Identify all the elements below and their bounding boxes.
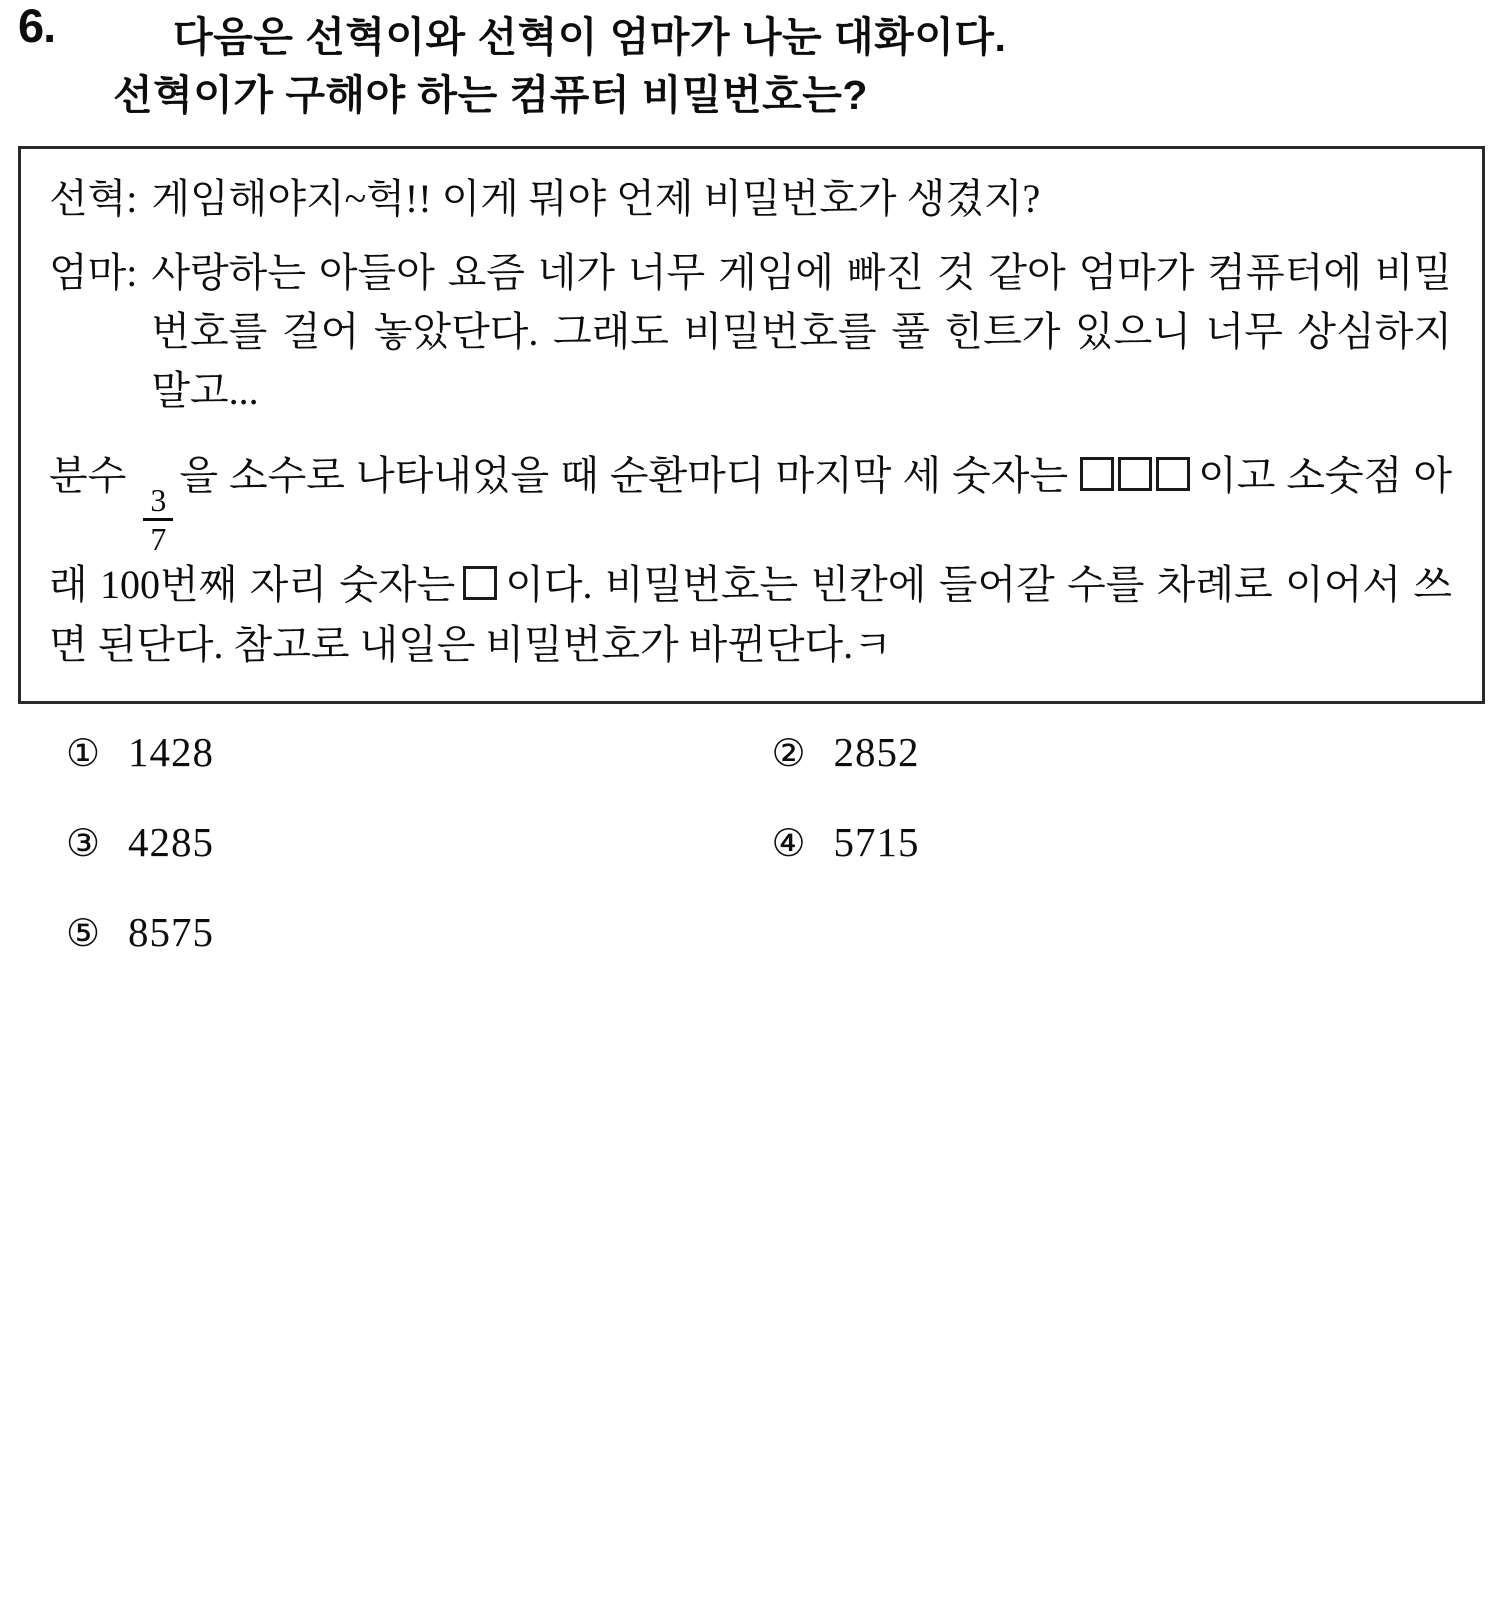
- choice-text-2: 2852: [833, 729, 920, 776]
- hint-segment-2: 을 소수로 나타내었을 때 순환마디 마지막 세 숫자는: [179, 453, 1069, 499]
- choice-row-3: [66, 908, 1477, 956]
- choice-text-1: 1428: [128, 729, 214, 776]
- question-stem-line1: 다음은 선혁이와 선혁이 엄마가 나눈 대화이다.: [173, 14, 1007, 60]
- blank-square-4: [463, 566, 497, 600]
- dialogue-box: [18, 146, 1485, 704]
- question-header: [0, 0, 1507, 124]
- blank-square-2: [1118, 457, 1152, 491]
- question-number: 6.: [18, 0, 56, 52]
- dialogue-line-son: [49, 169, 1452, 228]
- hint-segment-3: 이고 소숫점 아래 100번째 자리 숫자는: [49, 453, 1453, 608]
- choice-option-4[interactable]: [772, 818, 1478, 866]
- choice-option-1[interactable]: [66, 728, 772, 776]
- utterance-son: 게임해야지~헉!! 이게 뭐야 언제 비밀번호가 생겼지?: [151, 176, 1041, 222]
- choice-marker-1: ①: [66, 733, 101, 776]
- choice-spacer: [772, 908, 1478, 956]
- blank-square-1: [1080, 457, 1114, 491]
- choice-marker-2: ②: [771, 733, 806, 776]
- fraction-denominator: 7: [150, 521, 167, 558]
- speaker-label-son: 선혁:: [49, 176, 138, 222]
- fraction-three-sevenths: [143, 482, 173, 558]
- choice-option-3[interactable]: [66, 818, 772, 866]
- choice-marker-5: ⑤: [66, 913, 101, 956]
- choice-text-3: 4285: [128, 819, 214, 866]
- hint-segment-1: 분수: [49, 453, 127, 499]
- utterance-mom: 사랑하는 아들아 요즘 네가 너무 게임에 빠진 것 같아 엄마가 컴퓨터에 비밀번호를 걸어 놓았단다. 그래도 비밀번호를 풀 힌트가 있으니 너무 상심하지 말고...: [151, 249, 1452, 413]
- dialogue-line-mom: [49, 243, 1452, 421]
- choice-option-5[interactable]: [66, 908, 772, 956]
- hint-segment-4: 이다. 비밀번호는 빈칸에 들어갈 수를 차례로 이어서 쓰면 된단다. 참고로 내일은 비밀번호가 바뀐단다.ㅋ: [49, 562, 1452, 668]
- blank-square-3: [1156, 457, 1190, 491]
- choice-text-4: 5715: [833, 819, 920, 866]
- choice-row-2: [66, 818, 1477, 866]
- choice-marker-4: ④: [771, 823, 806, 866]
- choice-row-1: [66, 728, 1477, 776]
- choice-marker-3: ③: [66, 823, 101, 866]
- speaker-label-mom: 엄마:: [49, 249, 138, 295]
- fraction-numerator: 3: [150, 482, 167, 519]
- answer-choices: [0, 728, 1507, 956]
- question-stem: [113, 8, 1477, 124]
- question-stem-line2: 선혁이가 구해야 하는 컴퓨터 비밀번호는?: [113, 72, 868, 119]
- choice-text-5: 8575: [128, 909, 214, 956]
- choice-option-2[interactable]: [772, 728, 1478, 776]
- blank-squares-triple: [1078, 446, 1192, 506]
- hint-paragraph: [49, 446, 1452, 675]
